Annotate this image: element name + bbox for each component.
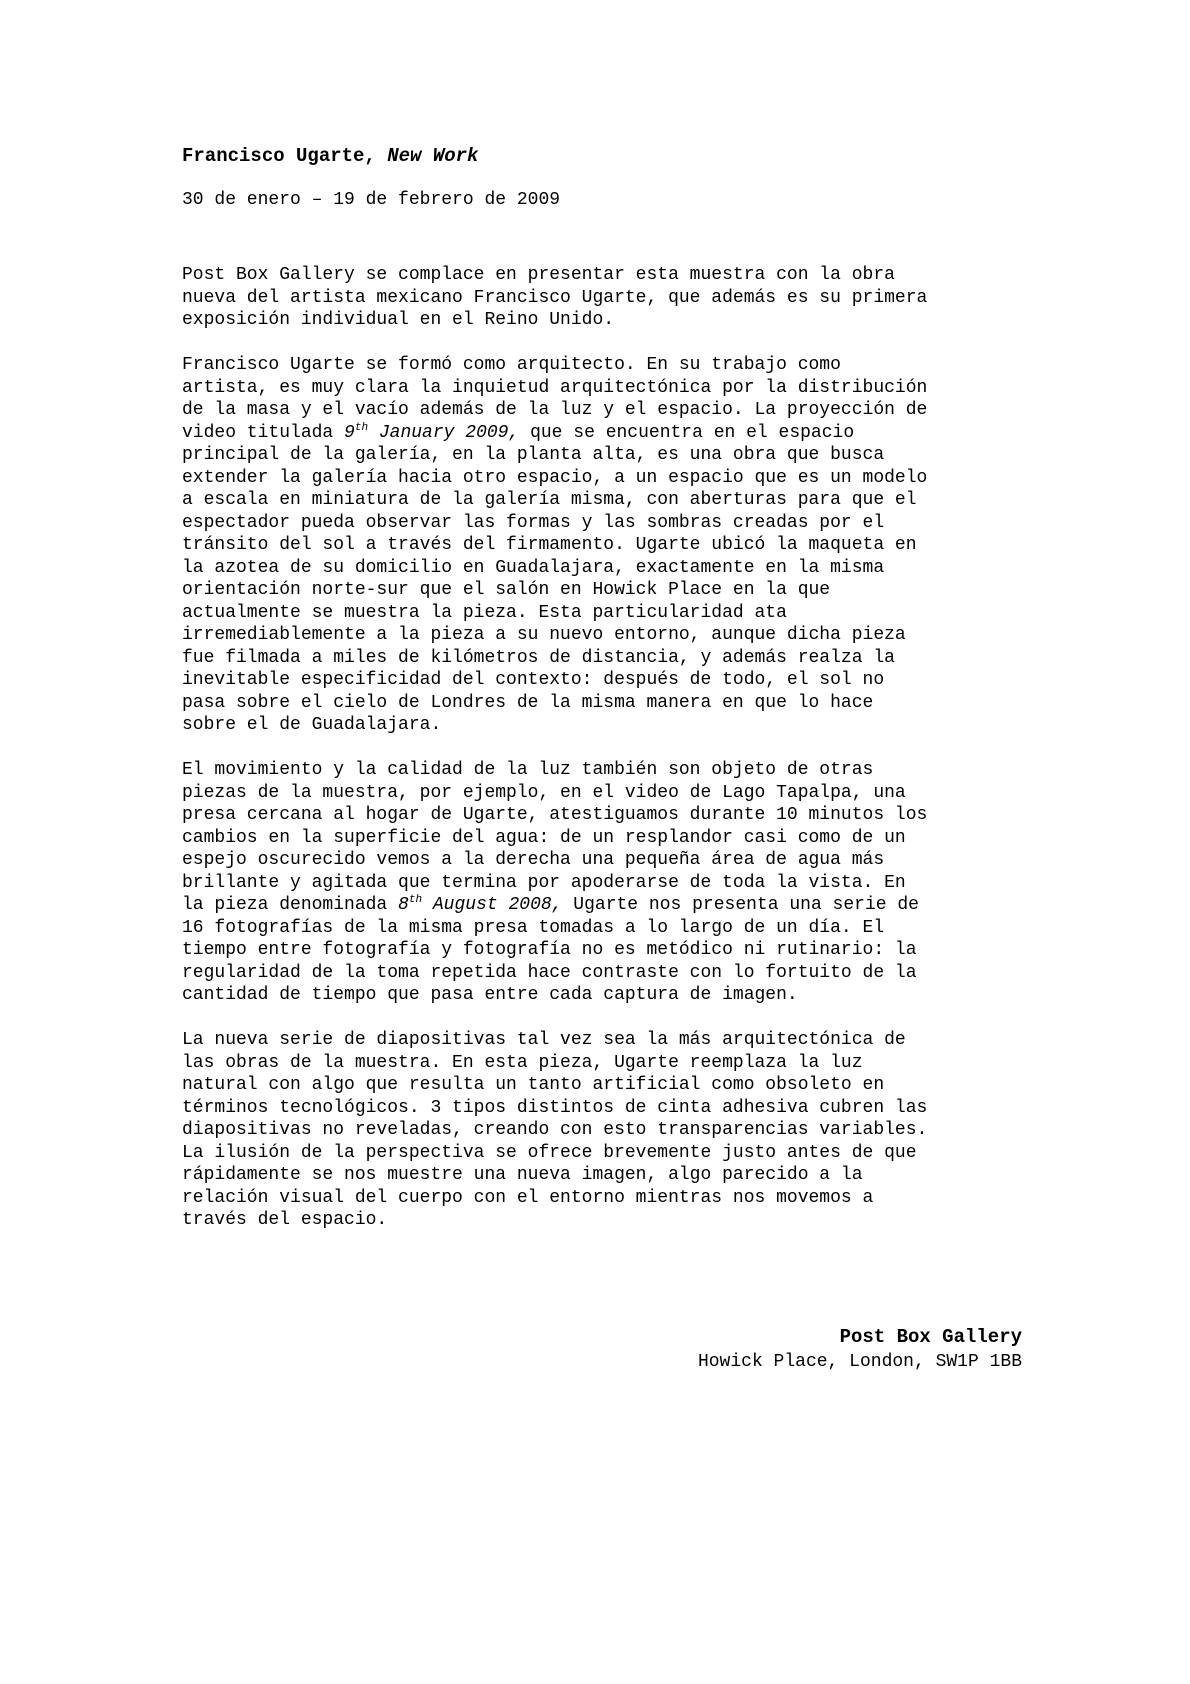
text-run: artista, es muy clara la inquietud arquitectónica por la distribución bbox=[182, 377, 928, 398]
text-run: video titulada bbox=[182, 422, 345, 443]
text-run: las obras de la muestra. En esta pieza, Ugarte reemplaza la luz bbox=[182, 1052, 863, 1073]
italic-run: 8 bbox=[398, 895, 409, 915]
text-run: fue filmada a miles de kilómetros de distancia, y además realza la bbox=[182, 647, 895, 668]
text-line bbox=[182, 1119, 1022, 1142]
text-run: que se encuentra en el espacio bbox=[519, 422, 855, 443]
text-line bbox=[182, 1052, 1022, 1075]
exhibition-dates: 30 de enero – 19 de febrero de 2009 bbox=[182, 190, 561, 210]
text-run: irremediablemente a la pieza a su nuevo entorno, aunque dicha pieza bbox=[182, 625, 906, 645]
text-line bbox=[182, 309, 1022, 332]
exhibition-name: New Work bbox=[387, 145, 479, 167]
text-line bbox=[182, 962, 1022, 985]
text-run: Francisco Ugarte se formó como arquitecto. En su trabajo como bbox=[182, 355, 841, 375]
text-line bbox=[182, 1142, 1022, 1165]
italic-run: 9 bbox=[344, 422, 355, 443]
italic-run: January 2009, bbox=[368, 422, 520, 443]
text-line bbox=[182, 804, 1022, 827]
text-line bbox=[182, 467, 1022, 490]
text-run: Post Box Gallery se complace en presentar esta muestra con la obra bbox=[182, 265, 895, 285]
text-run: a escala en miniatura de la galería misma, con aberturas para que el bbox=[182, 490, 917, 510]
text-run: El movimiento y la calidad de la luz también son objeto de otras bbox=[182, 760, 874, 780]
text-line bbox=[182, 489, 1022, 512]
text-run: extender la galería hacia otro espacio, a un espacio que es un modelo bbox=[182, 467, 928, 488]
text-run: sobre el de Guadalajara. bbox=[182, 715, 442, 735]
text-line bbox=[182, 399, 1022, 422]
exhibition-title bbox=[182, 144, 1022, 168]
text-run: pasa sobre el cielo de Londres de la misma manera en que lo hace bbox=[182, 692, 874, 713]
text-line bbox=[182, 939, 1022, 962]
text-line bbox=[182, 579, 1022, 602]
text-run: piezas de la muestra, por ejemplo, en el video de Lago Tapalpa, una bbox=[182, 782, 906, 803]
text-line bbox=[182, 377, 1022, 400]
text-run: través del espacio. bbox=[182, 1210, 388, 1230]
text-line bbox=[182, 714, 1022, 737]
text-run: regularidad de la toma repetida hace contraste con lo fortuito de la bbox=[182, 962, 917, 983]
text-run: inevitable especificidad del contexto: después de todo, el sol no bbox=[182, 670, 885, 690]
text-run: rápidamente se nos muestre una nueva imagen, algo parecido a la bbox=[182, 1165, 863, 1185]
artist-name: Francisco Ugarte, bbox=[182, 145, 388, 167]
text-line bbox=[182, 872, 1022, 895]
text-line bbox=[182, 287, 1022, 310]
italic-run: August 2008, bbox=[422, 895, 563, 915]
text-line bbox=[182, 557, 1022, 580]
text-line bbox=[182, 917, 1022, 940]
gallery-name: Post Box Gallery bbox=[839, 1326, 1022, 1348]
text-run: Ugarte nos presenta una serie de bbox=[562, 895, 919, 915]
text-line bbox=[182, 1164, 1022, 1187]
text-run: 16 fotografías de la misma presa tomadas a lo largo de un día. El bbox=[182, 917, 885, 938]
text-line bbox=[182, 782, 1022, 805]
press-release-content bbox=[182, 144, 1022, 1254]
text-line bbox=[182, 1097, 1022, 1120]
text-line bbox=[182, 264, 1022, 287]
text-line bbox=[182, 1074, 1022, 1097]
ordinal-superscript: th bbox=[408, 894, 423, 906]
text-line bbox=[182, 624, 1022, 647]
signature-block bbox=[698, 1325, 1022, 1375]
text-run: La nueva serie de diapositivas tal vez sea la más arquitectónica de bbox=[182, 1030, 906, 1050]
text-line bbox=[182, 827, 1022, 850]
paragraph bbox=[182, 264, 1022, 332]
text-run: orientación norte-sur que el salón en Howick Place en la que bbox=[182, 580, 831, 600]
text-line bbox=[182, 894, 1022, 917]
text-line bbox=[182, 444, 1022, 467]
text-line bbox=[182, 512, 1022, 535]
text-line bbox=[182, 984, 1022, 1007]
text-run: presa cercana al hogar de Ugarte, atestiguamos durante 10 minutos los bbox=[182, 805, 928, 825]
gallery-address: Howick Place, London, SW1P 1BB bbox=[697, 1352, 1022, 1372]
ordinal-superscript: th bbox=[354, 421, 369, 434]
text-run: la pieza denominada bbox=[182, 895, 399, 915]
body-text bbox=[182, 264, 1022, 1232]
text-run: de la masa y el vacío además de la luz y el espacio. La proyección de bbox=[182, 400, 928, 420]
text-run: brillante y agitada que termina por apoderarse de toda la vista. En bbox=[182, 872, 906, 893]
text-line bbox=[182, 1029, 1022, 1052]
text-run: La ilusión de la perspectiva se ofrece brevemente justo antes de que bbox=[182, 1142, 917, 1163]
text-line bbox=[182, 422, 1022, 445]
paragraph bbox=[182, 354, 1022, 737]
text-run: principal de la galería, en la planta alta, es una obra que busca bbox=[182, 445, 885, 465]
text-line bbox=[182, 354, 1022, 377]
text-line bbox=[182, 669, 1022, 692]
text-run: términos tecnológicos. 3 tipos distintos de cinta adhesiva cubren las bbox=[182, 1097, 928, 1118]
text-line bbox=[182, 647, 1022, 670]
text-run: la azotea de su domicilio en Guadalajara, exactamente en la misma bbox=[182, 557, 885, 578]
text-run: espejo oscurecido vemos a la derecha una pequeña área de agua más bbox=[182, 850, 885, 870]
text-run: nueva del artista mexicano Francisco Ugarte, que además es su primera bbox=[182, 287, 928, 308]
text-run: tiempo entre fotografía y fotografía no es metódico ni rutinario: la bbox=[182, 940, 917, 960]
text-run: cantidad de tiempo que pasa entre cada captura de imagen. bbox=[182, 985, 798, 1005]
text-line bbox=[182, 602, 1022, 625]
paragraph bbox=[182, 759, 1022, 1007]
paragraph bbox=[182, 1029, 1022, 1232]
text-line bbox=[182, 534, 1022, 557]
text-run: actualmente se muestra la pieza. Esta particularidad ata bbox=[182, 602, 787, 623]
text-line bbox=[182, 1187, 1022, 1210]
text-run: cambios en la superficie del agua: de un resplandor casi como de un bbox=[182, 827, 906, 848]
text-line bbox=[182, 1209, 1022, 1232]
text-line bbox=[182, 692, 1022, 715]
text-run: relación visual del cuerpo con el entorno mientras nos movemos a bbox=[182, 1187, 874, 1208]
text-line bbox=[182, 849, 1022, 872]
text-run: diapositivas no reveladas, creando con esto transparencias variables. bbox=[182, 1120, 928, 1140]
text-run: espectador pueda observar las formas y las sombras creadas por el bbox=[182, 512, 885, 533]
text-run: natural con algo que resulta un tanto artificial como obsoleto en bbox=[182, 1075, 885, 1095]
text-run: exposición individual en el Reino Unido. bbox=[182, 310, 615, 330]
text-line bbox=[182, 759, 1022, 782]
text-run: tránsito del sol a través del firmamento. Ugarte ubicó la maqueta en bbox=[182, 535, 917, 555]
